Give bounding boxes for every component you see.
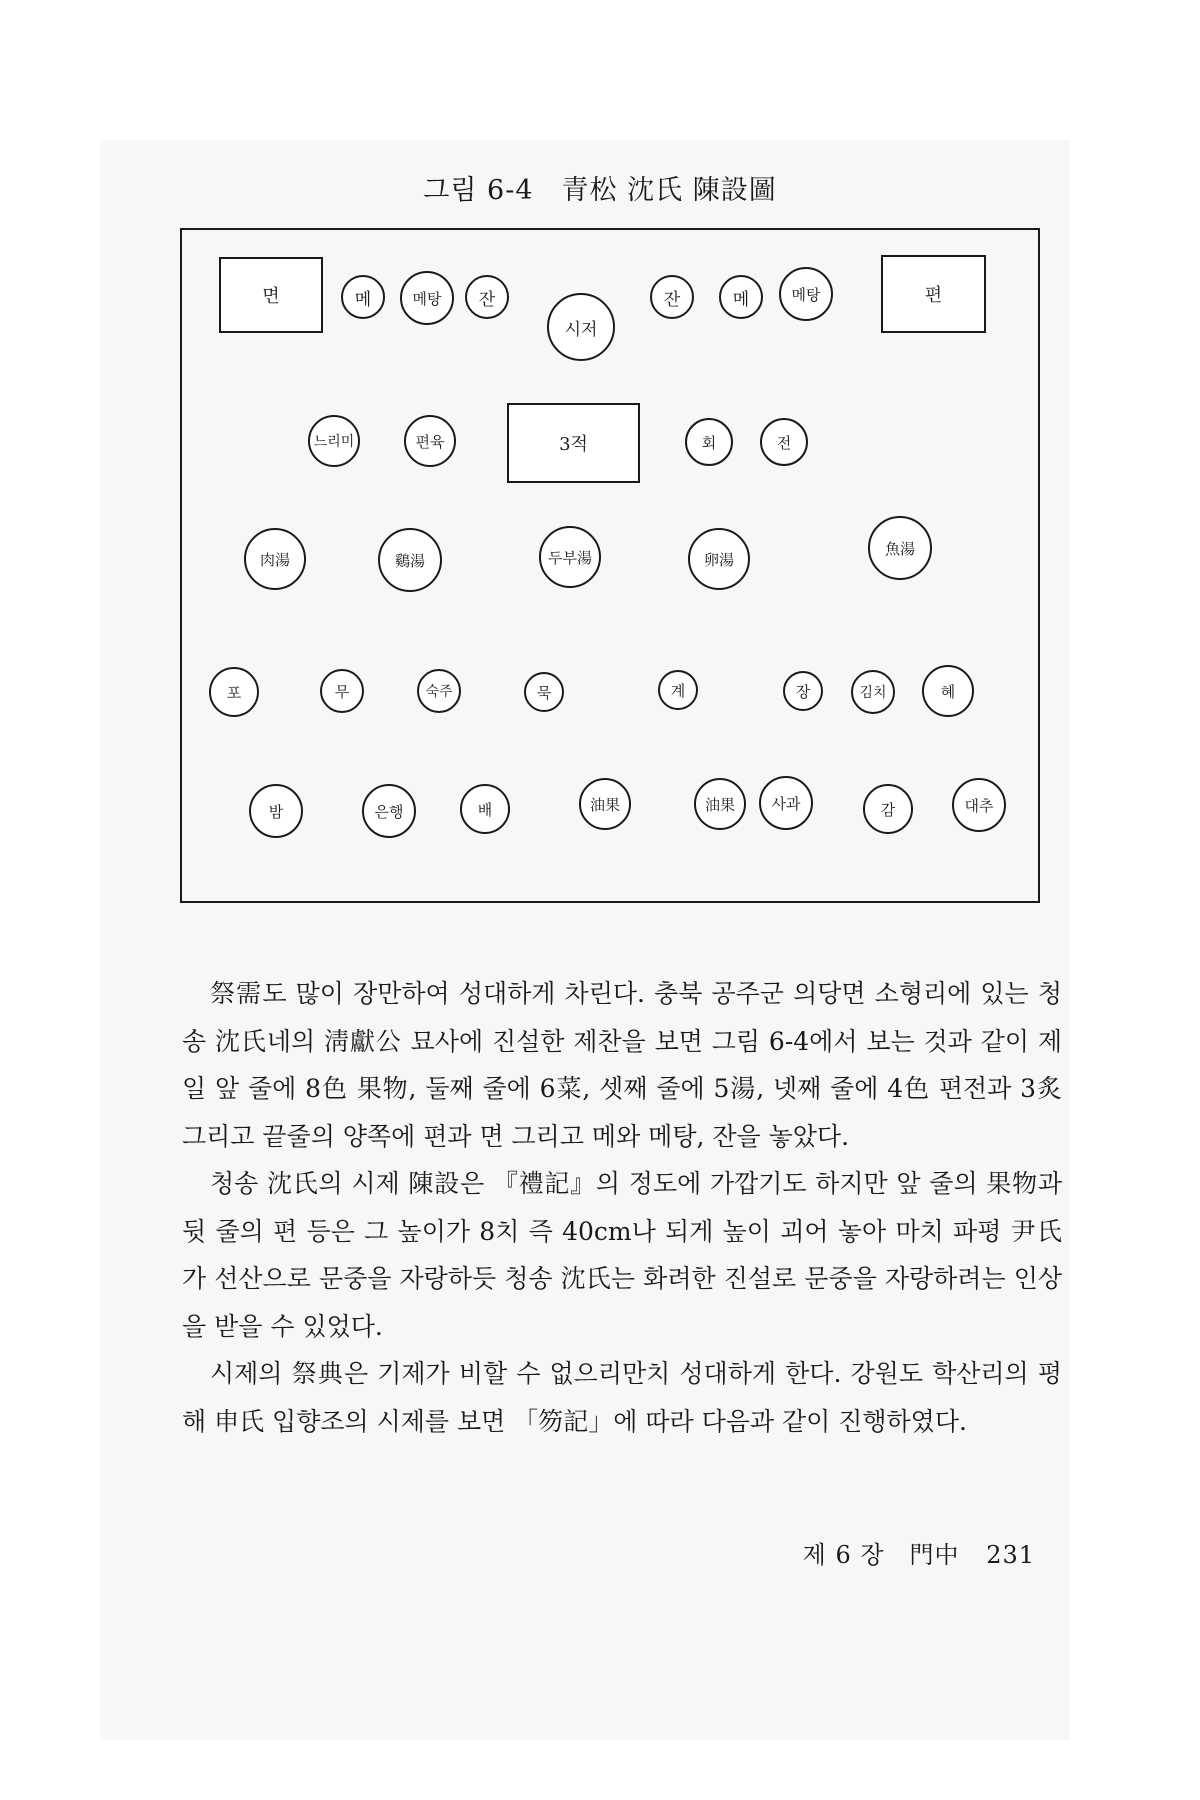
item-sijeo: 시저 bbox=[547, 293, 615, 361]
figure-caption: 그림 6-4 青松 沈氏 陳設圖 bbox=[423, 175, 777, 206]
item-dubutang: 두부湯 bbox=[539, 526, 601, 588]
item-gyetang: 鷄湯 bbox=[378, 528, 442, 592]
item-gimchi: 김치 bbox=[851, 670, 895, 714]
item-jang: 장 bbox=[783, 671, 823, 711]
paragraph: 청송 沈氏의 시제 陳設은 『禮記』의 정도에 가깝기도 하지만 앞 줄의 果物과 뒷 줄의 편 등은 그 높이가 8치 즉 40cm나 되게 높이 괴어 놓아 마치 파평 尹氏가 선산으로 문중을 자랑하듯 청송 沈氏는 화려한 진설로 문중을 자랑하려는 인상을 받을 수 있었다. bbox=[182, 1169, 1062, 1341]
item-pyeon: 편 bbox=[881, 255, 986, 333]
item-yuktang: 肉湯 bbox=[244, 528, 306, 590]
item-me-right: 메 bbox=[719, 275, 763, 319]
item-hoe: 회 bbox=[685, 418, 733, 466]
item-bam: 밤 bbox=[249, 784, 303, 838]
item-jan-left: 잔 bbox=[465, 275, 509, 319]
paragraph: 시제의 祭典은 기제가 비할 수 없으리만치 성대하게 한다. 강원도 학산리의 평해 申氏 입향조의 시제를 보면 「笏記」에 따라 다음과 같이 진행하였다. bbox=[182, 1359, 1062, 1436]
item-eotang: 魚湯 bbox=[868, 516, 932, 580]
item-me-left: 메 bbox=[341, 275, 385, 319]
item-gam: 감 bbox=[863, 784, 913, 834]
body-text bbox=[182, 970, 1062, 1445]
item-eunhaeng: 은행 bbox=[362, 784, 416, 838]
chapter-title: 제 6 장 門中 bbox=[802, 1541, 960, 1569]
item-mu: 무 bbox=[320, 669, 364, 713]
item-samjeok: 3적 bbox=[507, 403, 640, 483]
item-sukju: 숙주 bbox=[417, 669, 461, 713]
item-pyeonyuk: 편육 bbox=[404, 415, 456, 467]
item-yugwa-left: 油果 bbox=[579, 778, 631, 830]
item-metang-left: 메탕 bbox=[400, 271, 454, 325]
item-po: 포 bbox=[209, 667, 259, 717]
item-myeon: 면 bbox=[219, 257, 323, 333]
item-muk: 묵 bbox=[524, 672, 564, 712]
paragraph: 祭需도 많이 장만하여 성대하게 차린다. 충북 공주군 의당면 소형리에 있는 청송 沈氏네의 淸獻公 묘사에 진설한 제찬을 보면 그림 6-4에서 보는 것과 같이 제일 앞 줄에 8色 果物, 둘째 줄에 6菜, 셋째 줄에 5湯, 넷째 줄에 4色 편전과 3炙 그리고 끝줄의 양쪽에 편과 면 그리고 메와 메탕, 잔을 놓았다. bbox=[182, 979, 1062, 1151]
item-jan-right: 잔 bbox=[650, 275, 694, 319]
item-sagwa: 사과 bbox=[759, 776, 813, 830]
page-footer bbox=[0, 1535, 1035, 1570]
item-neurimi: 느리미 bbox=[308, 415, 360, 467]
item-yugwa-right: 油果 bbox=[694, 778, 746, 830]
page-number: 231 bbox=[986, 1541, 1035, 1569]
item-hye: 혜 bbox=[922, 665, 974, 717]
table-setting-diagram bbox=[180, 228, 1040, 903]
item-metang-right: 메탕 bbox=[779, 267, 833, 321]
item-bae: 배 bbox=[460, 784, 510, 834]
item-daechu: 대추 bbox=[952, 778, 1006, 832]
item-rantang: 卵湯 bbox=[688, 528, 750, 590]
item-jeon: 전 bbox=[760, 418, 808, 466]
item-gye: 계 bbox=[658, 670, 698, 710]
